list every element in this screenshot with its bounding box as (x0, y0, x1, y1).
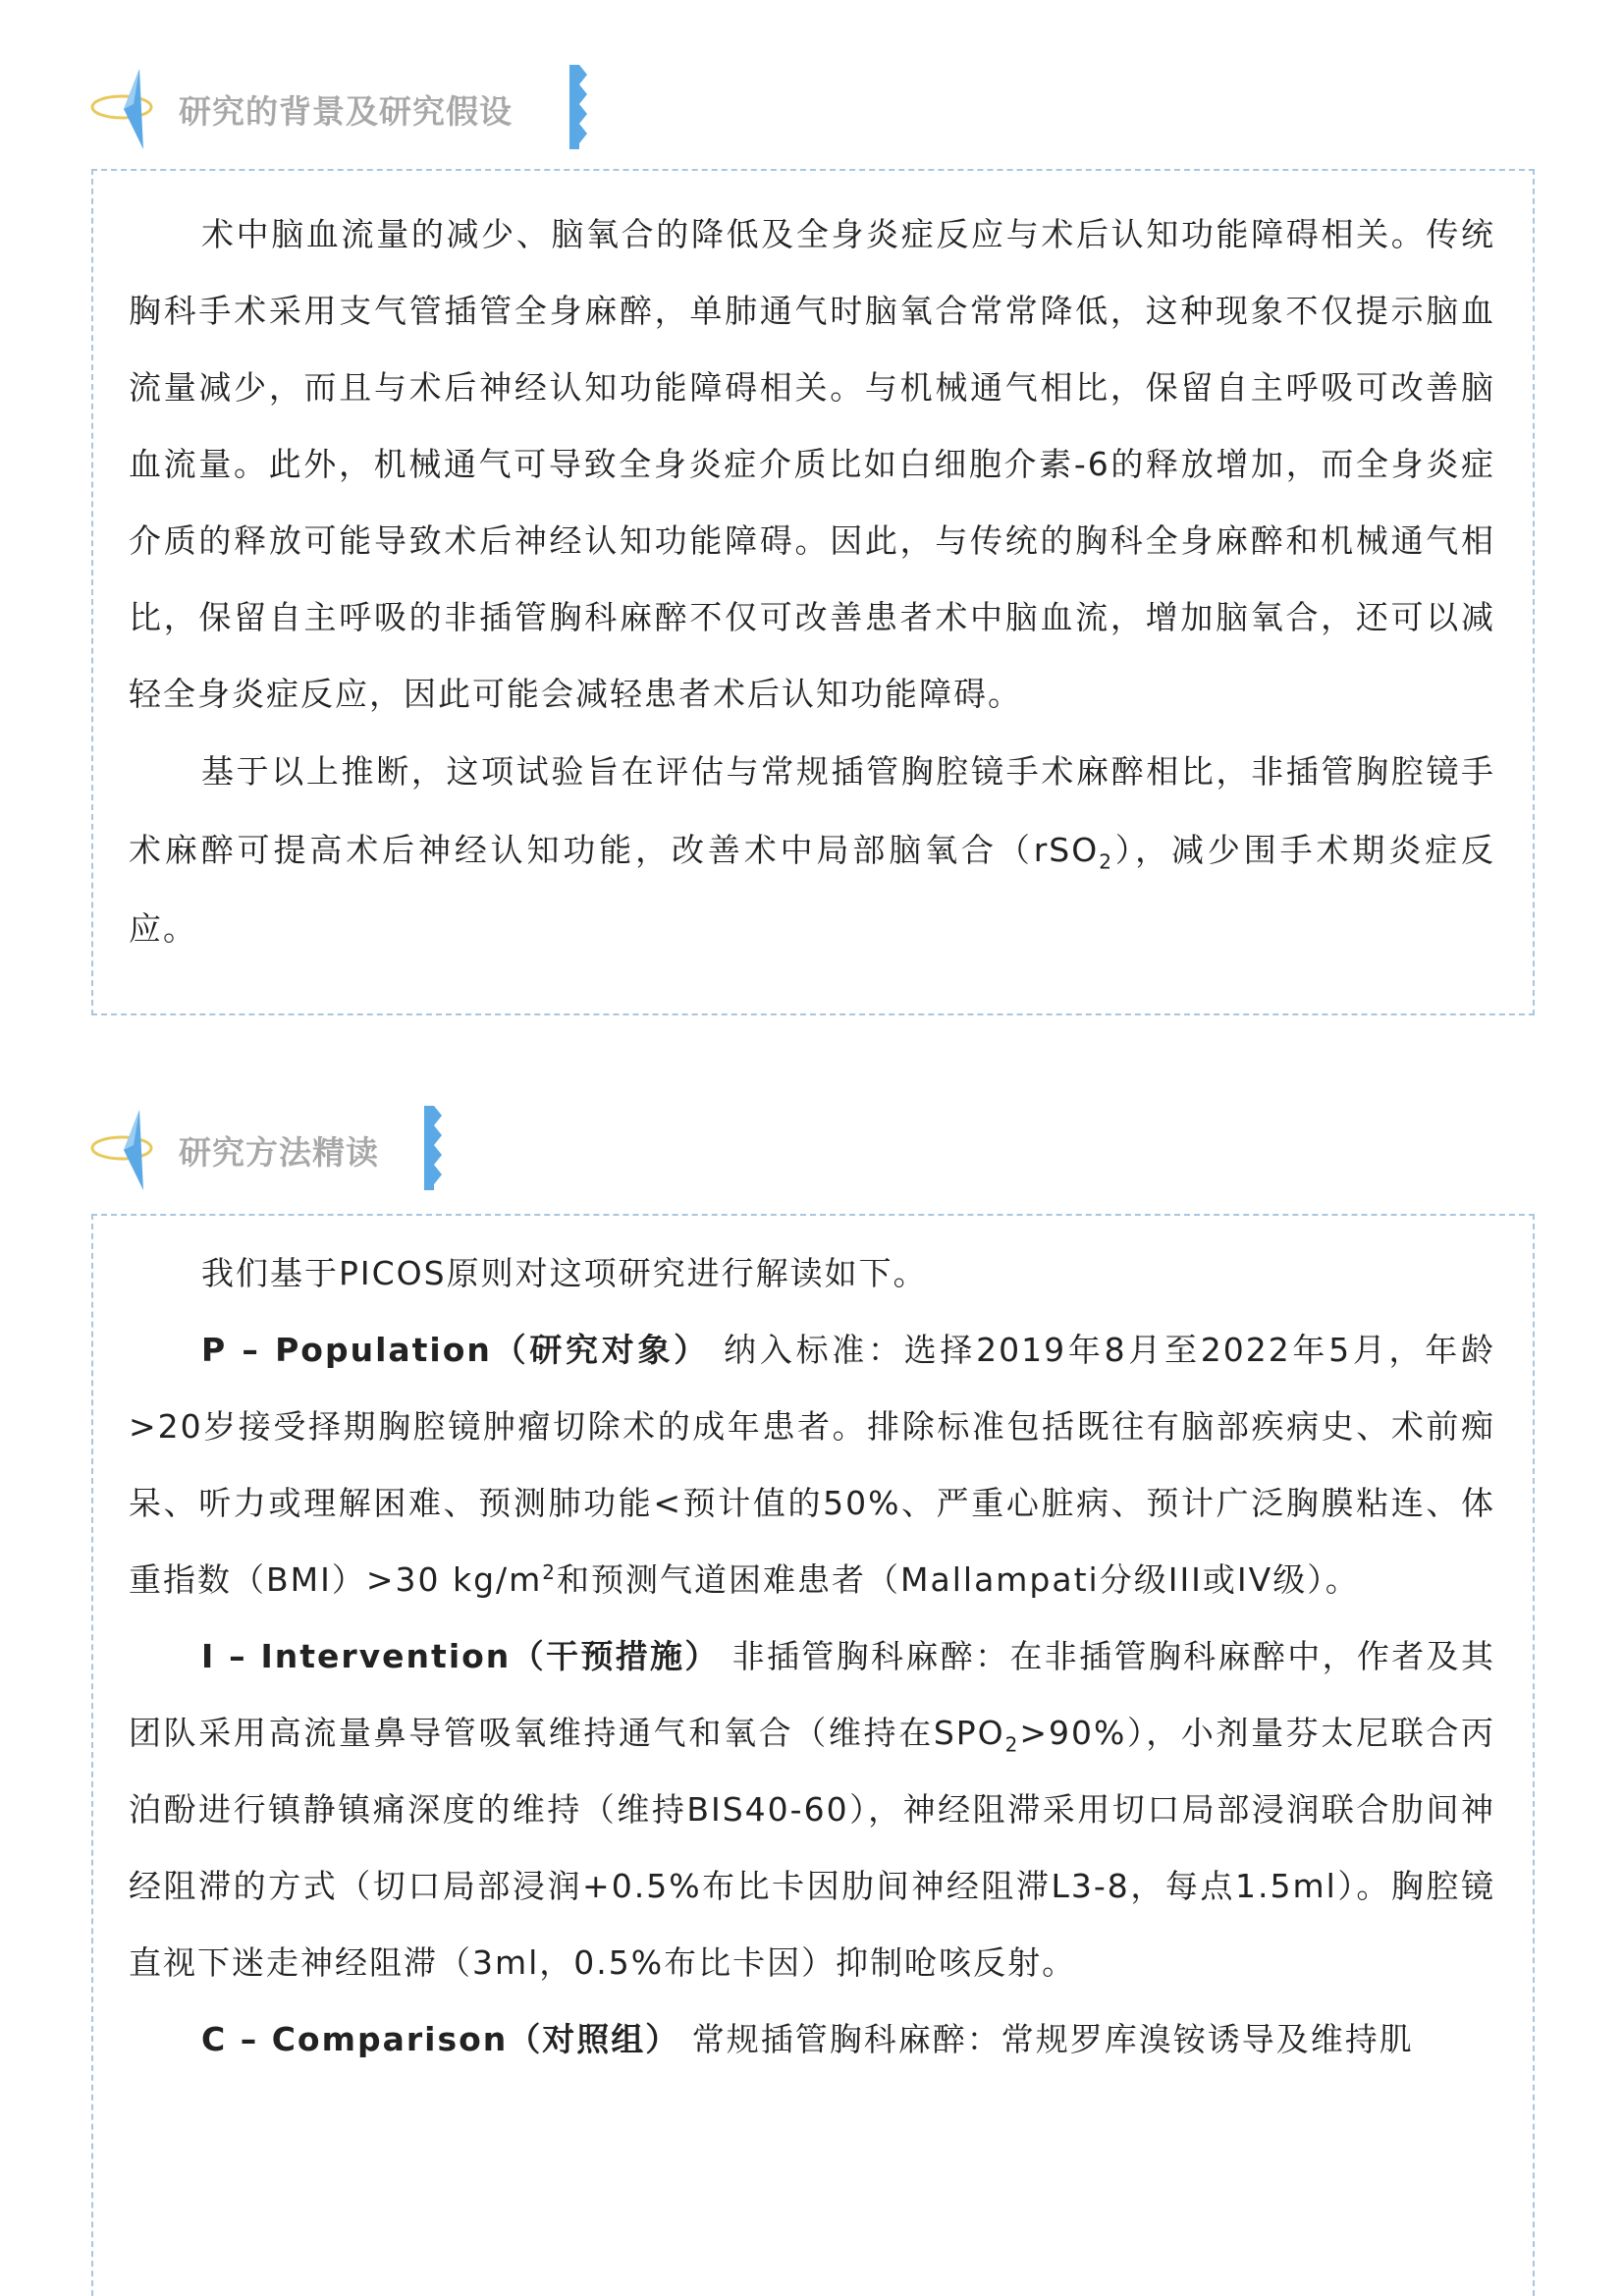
superscript-2: 2 (542, 1560, 558, 1584)
section-header-methods (90, 1106, 679, 1194)
comparison-paragraph (129, 2001, 1495, 2078)
background-content-box (91, 169, 1535, 1015)
background-paragraph-1: 术中脑血流量的减少、脑氧合的降低及全身炎症反应与术后认知功能障碍相关。传统胸科手术采用支气管插管全身麻醉，单肺通气时脑氧合常常降低，这种现象不仅提示脑血流量减少，而且与术后神经认知功能障碍相关。与机械通气相比，保留自主呼吸可改善脑血流量。此外，机械通气可导致全身炎症介质比如白细胞介素-6的释放增加，而全身炎症介质的释放可能导致术后神经认知功能障碍。因此，与传统的胸科全身麻醉和机械通气相比，保留自主呼吸的非插管胸科麻醉不仅可改善患者术中脑血流，增加脑氧合，还可以减轻全身炎症反应，因此可能会减轻患者术后认知功能障碍。 (129, 215, 1495, 713)
section-title: 研究方法精读 (179, 1133, 379, 1172)
population-paragraph (129, 1312, 1495, 1618)
background-paragraph-2-text-b: ），减少围手术期炎症反应。 (129, 831, 1495, 948)
population-text-b: 和预测气道困难患者（Mallampati分级III或IV级）。 (557, 1560, 1360, 1599)
population-label: P – Population（研究对象） (201, 1331, 710, 1369)
background-paragraph-2 (129, 733, 1495, 968)
ribbon-emblem-icon (90, 1106, 159, 1194)
ribbon-emblem-icon (90, 65, 159, 153)
zigzag-marker-icon (424, 1106, 446, 1190)
population-text-a: 纳入标准：选择2019年8月至2022年5月，年龄>20岁接受择期胸腔镜肿瘤切除术的成年患者。排除标准包括既往有脑部疾病史、术前痴呆、听力或理解困难、预测肺功能<预计值的50%、严重心脏病、预计广泛胸膜粘连、体重指数（BMI）>30 kg/m (129, 1331, 1495, 1599)
comparison-label: C – Comparison（对照组） (201, 2020, 680, 2058)
methods-content-box (91, 1214, 1535, 2296)
methods-intro: 我们基于PICOS原则对这项研究进行解读如下。 (201, 1254, 928, 1292)
zigzag-marker-icon (569, 65, 591, 149)
background-paragraph-2-text-a: 基于以上推断，这项试验旨在评估与常规插管胸腔镜手术麻醉相比，非插管胸腔镜手术麻醉可提高术后神经认知功能，改善术中局部脑氧合（rSO (129, 752, 1495, 869)
subscript-2: 2 (1099, 849, 1113, 874)
section-header-background (90, 65, 679, 153)
section-title: 研究的背景及研究假设 (179, 92, 513, 131)
intervention-text-a: 非插管胸科麻醉：在非插管胸科麻醉中，作者及其团队采用高流量鼻导管吸氧维持通气和氧合（维持在SPO (129, 1637, 1495, 1752)
intervention-label: I – Intervention（干预措施） (201, 1637, 720, 1675)
comparison-text: 常规插管胸科麻醉：常规罗库溴铵诱导及维持肌 (679, 2020, 1414, 2058)
intervention-text-b: >90%），小剂量芬太尼联合丙泊酚进行镇静镇痛深度的维持（维持BIS40-60），神经阻滞采用切口局部浸润联合肋间神经阻滞的方式（切口局部浸润+0.5%布比卡因肋间神经阻滞L3-8，每点1.5ml）。胸腔镜直视下迷走神经阻滞（3ml，0.5%布比卡因）抑制呛咳反射。 (129, 1714, 1496, 1982)
intervention-paragraph (129, 1618, 1495, 2001)
subscript-2: 2 (1004, 1732, 1020, 1757)
